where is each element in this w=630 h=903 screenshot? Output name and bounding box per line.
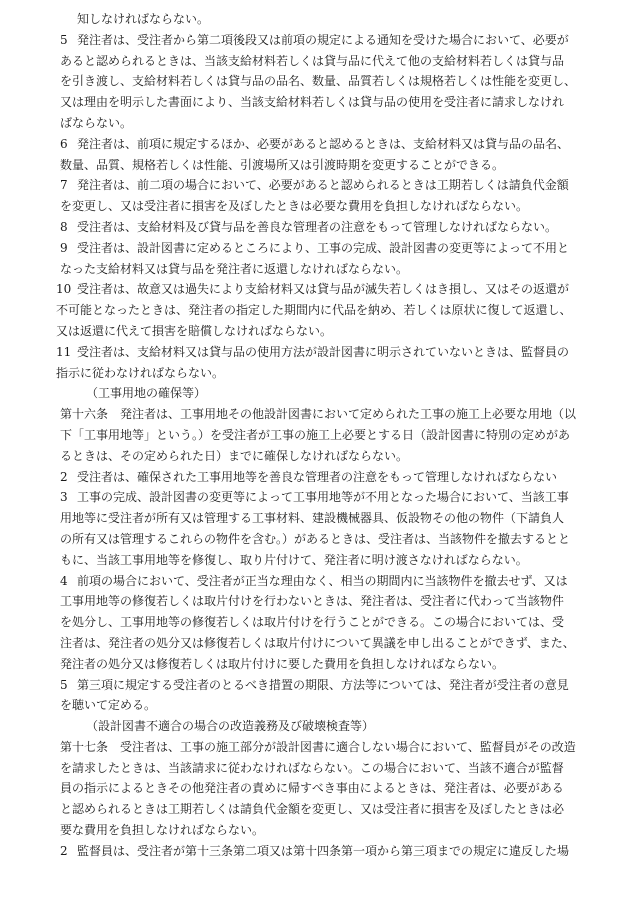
paragraph-6 (60, 134, 590, 176)
paragraph-number: 5 (60, 677, 68, 692)
text-line: ばならない。 (60, 115, 133, 130)
text-line: 工事用地等の修復若しくは取片付けを行わないときは、発注者は、受注者に代わって当該物件 (60, 594, 564, 609)
paragraph-16-5 (60, 675, 590, 717)
text-line: 下「工事用地等」という。）を受注者が工事の施工上必要とする日（設計図書に特別の定めがあ (60, 427, 571, 442)
paragraph-5 (60, 30, 590, 134)
paragraph-number: 2 (60, 843, 68, 858)
text-line: 第三項に規定する受注者のとるべき措置の期限、方法等については、発注者が受注者の意見 (77, 677, 569, 692)
heading-text: （設計図書不適合の場合の改造義務及び破壊検査等） (86, 719, 375, 734)
text-line: 工事の完成、設計図書の変更等によって工事用地等が不用となった場合において、当該工事 (77, 490, 569, 505)
text-line: 用地等に受注者が所有又は管理する工事材料、建設機械器具、仮設物その他の物件（下請負人 (60, 511, 565, 526)
text-line: 又は理由を明示した書面により、当該支給材料若しくは貸与品の使用を受注者に請求しなけれ (60, 95, 565, 110)
text-line: を処分し、工事用地等の修復若しくは取片付けを行うことができる。この場合においては、受 (60, 615, 565, 630)
paragraph-17-2 (60, 841, 590, 862)
text-line: 発注者は、前二項の場合において、必要があると認められるときは工期若しくは請負代金額 (77, 178, 569, 193)
paragraph-number: 6 (60, 136, 68, 151)
paragraph-number: 3 (60, 490, 68, 505)
paragraph-number: 2 (60, 469, 68, 484)
paragraph-16-2 (60, 467, 590, 488)
text-line: 監督員は、受注者が第十三条第二項又は第十四条第一項から第三項までの規定に違反した場 (77, 843, 570, 858)
text-line: 前項の場合において、受注者が正当な理由なく、相当の期間内に当該物件を撤去せず、又は (77, 573, 568, 588)
lead-fragment (60, 9, 590, 30)
paragraph-8 (60, 217, 590, 238)
text-line: あると認められるときは、当該支給材料若しくは貸与品に代えて他の支給材料若しくは貸与品 (60, 53, 565, 68)
text-line: を引き渡し、支給材料若しくは貸与品の品名、数量、品質若しくは規格若しくは性能を変更し、 (60, 74, 577, 89)
paragraph-number: 11 (56, 344, 72, 359)
text-line: 要な費用を負担しなければならない。 (60, 823, 265, 838)
text-line: もに、当該工事用地等を修復し、取り片付けて、発注者に明け渡さなければならない。 (60, 552, 528, 567)
paragraph-number: 7 (60, 178, 68, 193)
article-heading (60, 716, 590, 737)
text-line: 又は返還に代えて損害を賠償しなければならない。 (56, 323, 333, 338)
text-line: 注者は、発注者の処分又は修復若しくは取片付けについて異議を申し出ることができず、また、 (60, 635, 575, 650)
paragraph-11 (56, 342, 590, 384)
text-line: 受注者は、支給材料及び貸与品を善良な管理者の注意をもって管理しなければならない。 (77, 219, 558, 234)
paragraph-9 (60, 238, 590, 280)
paragraph-number: 4 (60, 573, 68, 588)
paragraph-number: 10 (56, 282, 72, 297)
paragraph-number: 8 (60, 219, 68, 234)
text-line: 受注者は、確保された工事用地等を善良な管理者の注意をもって管理しなければならない (77, 469, 558, 484)
text-line: 数量、品質、規格若しくは性能、引渡場所又は引渡時期を変更することができる。 (60, 157, 505, 172)
text-line: を聴いて定める。 (60, 698, 157, 713)
text-line: 発注者は、前項に規定するほか、必要があると認めるときは、支給材料又は貸与品の品名、 (77, 136, 570, 151)
text-line: 知しなければならない。 (77, 12, 210, 26)
paragraph-16-4 (60, 571, 590, 675)
text-line: 指示に従わなければならない。 (56, 365, 225, 380)
text-line: と認められるときは工期若しくは請負代金額を変更し、又は受注者に損害を及ぼしたときは必 (60, 802, 565, 817)
article-17 (60, 737, 590, 841)
text-line: 受注者は、支給材料又は貸与品の使用方法が設計図書に明示されていないときは、監督員の (77, 344, 570, 359)
article-heading (60, 383, 590, 404)
text-line: の所有又は管理するこれらの物件を含む。）があるときは、受注者は、当該物件を撤去するとと (60, 531, 571, 546)
text-line: 員の指示によるときその他発注者の責めに帰すべき事由によるときは、発注者は、必要がある (60, 781, 564, 796)
paragraph-number: 5 (60, 32, 68, 47)
text-line: を請求したときは、当該請求に従わなければならない。この場合において、当該不適合が監督 (60, 760, 564, 775)
text-line: るときは、その定められた日）までに確保しなければならない。 (60, 448, 409, 463)
article-16 (60, 404, 590, 466)
text-line: 第十六条 発注者は、工事用地その他設計図書において定められた工事の施工上必要な用地（以 (60, 407, 577, 422)
text-line: 受注者は、設計図書に定めるところにより、工事の完成、設計図書の変更等によって不用と (77, 240, 570, 255)
paragraph-10 (56, 279, 590, 341)
text-line: なった支給材料又は貸与品を発注者に返還しなければならない。 (60, 261, 409, 276)
paragraph-number: 9 (60, 240, 68, 255)
paragraph-7 (60, 175, 590, 217)
heading-text: （工事用地の確保等） (86, 386, 207, 401)
text-line: 不可能となったときは、発注者の指定した期間内に代品を納め、若しくは原状に復して返還し、 (56, 303, 572, 318)
text-line: を変更し、又は受注者に損害を及ぼしたときは必要な費用を負担しなければならない。 (60, 199, 529, 214)
text-line: 発注者の処分又は修復若しくは取片付けに要した費用を負担しなければならない。 (60, 656, 505, 671)
text-line: 受注者は、故意又は過失により支給材料又は貸与品が滅失若しくはき損し、又はその返還が (77, 282, 570, 297)
paragraph-16-3 (60, 487, 590, 570)
text-line: 第十七条 受注者は、工事の施工部分が設計図書に適合しない場合において、監督員がその改造 (60, 739, 576, 754)
text-line: 発注者は、受注者から第二項後段又は前項の規定による通知を受けた場合において、必要が (77, 32, 569, 47)
